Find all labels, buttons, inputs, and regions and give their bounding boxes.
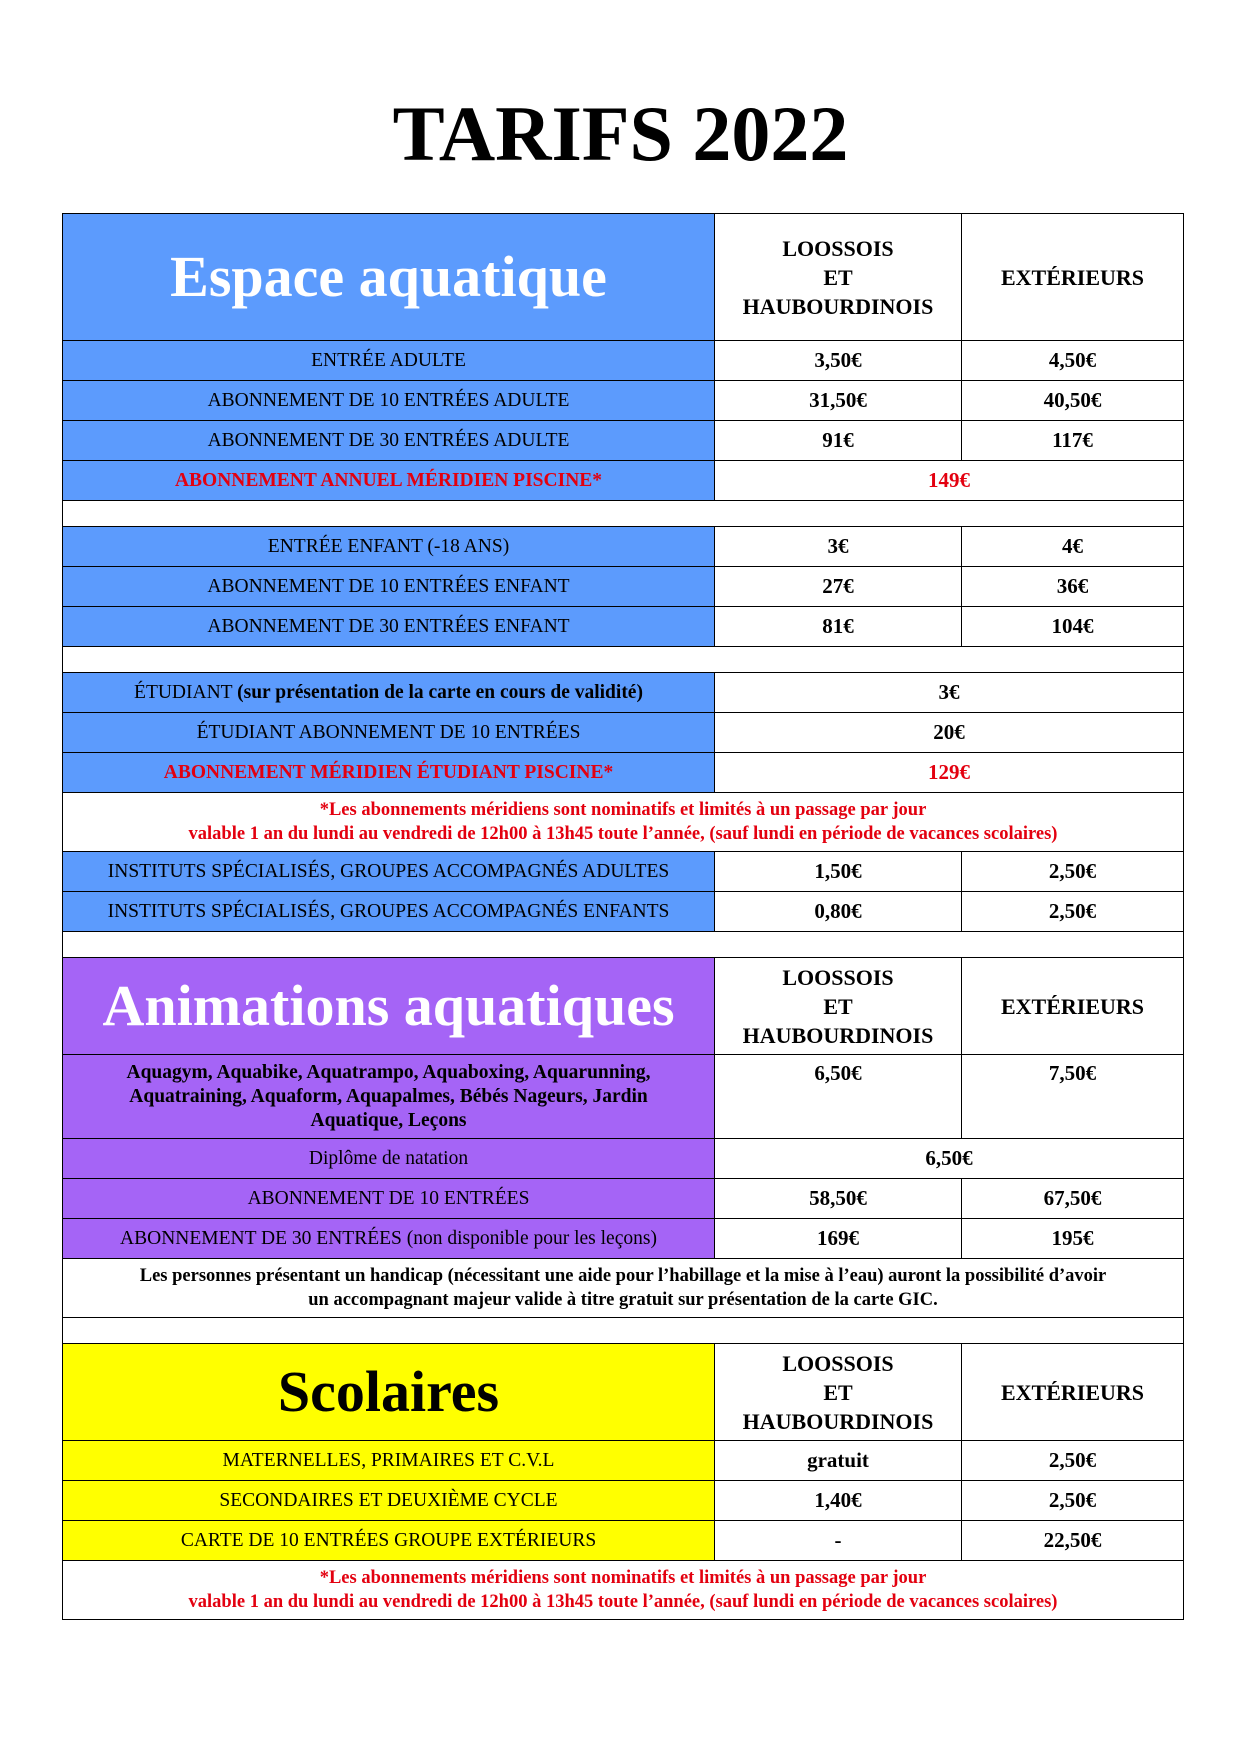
table-row: ABONNEMENT DE 30 ENTRÉES ADULTE 91€ 117€	[63, 421, 1184, 461]
scolaires-header-row	[63, 1344, 1184, 1441]
scolaires-note-row	[63, 1561, 1184, 1620]
student-label: ÉTUDIANT (sur présentation de la carte en cours de validité)	[63, 673, 715, 713]
animations-section-title-cell	[63, 958, 715, 1055]
table-row: INSTITUTS SPÉCIALISÉS, GROUPES ACCOMPAGNÉS ADULTES 1,50€ 2,50€	[63, 852, 1184, 892]
table-row: CARTE DE 10 ENTRÉES GROUPE EXTÉRIEURS - 22,50€	[63, 1521, 1184, 1561]
spacer-row	[63, 932, 1184, 958]
spacer-row	[63, 647, 1184, 673]
animations-section-title: Animations aquatiques	[102, 973, 675, 1038]
scolaires-section-title-cell	[63, 1344, 715, 1441]
table-row: ENTRÉE ADULTE 3,50€ 4,50€	[63, 341, 1184, 381]
tariff-table	[62, 213, 1184, 1620]
espace-header-row	[63, 214, 1184, 341]
handicap-note-row	[63, 1259, 1184, 1318]
spacer-row	[63, 1318, 1184, 1344]
page-title: TARIFS 2022	[392, 90, 849, 177]
residents-column-header: LOOSSOIS ET HAUBOURDINOIS	[715, 958, 962, 1055]
student-meridien-row: ABONNEMENT MÉRIDIEN ÉTUDIANT PISCINE* 129€	[63, 753, 1184, 793]
scolaires-meridien-note: *Les abonnements méridiens sont nominatifs et limités à un passage par jour valable 1 an du lundi au vendredi de 12h00 à 13h45 toute l’année, (sauf lundi en période de vacances scolaires)	[63, 1561, 1184, 1620]
table-row: ABONNEMENT DE 10 ENTRÉES ADULTE 31,50€ 40,50€	[63, 381, 1184, 421]
table-row: ABONNEMENT DE 10 ENTRÉES ENFANT 27€ 36€	[63, 567, 1184, 607]
activities-row: Aquagym, Aquabike, Aquatrampo, Aquaboxing, Aquarunning, Aquatraining, Aquaform, Aquapalmes, Bébés Nageurs, Jardin Aquatique, Leçons 6,50€ 7,50€	[63, 1055, 1184, 1139]
table-row: ENTRÉE ENFANT (-18 ANS) 3€ 4€	[63, 527, 1184, 567]
residents-column-header: LOOSSOIS ET HAUBOURDINOIS	[715, 214, 962, 341]
outside-column-header: EXTÉRIEURS	[962, 214, 1184, 341]
activities-list: Aquagym, Aquabike, Aquatrampo, Aquaboxing, Aquarunning, Aquatraining, Aquaform, Aquapalmes, Bébés Nageurs, Jardin Aquatique, Leçons	[63, 1055, 715, 1139]
outside-column-header: EXTÉRIEURS	[962, 1344, 1184, 1441]
handicap-note: Les personnes présentant un handicap (nécessitant une aide pour l’habillage et la mise à l’eau) auront la possibilité d’avoir un accompagnant majeur valide à titre gratuit sur présentation de la carte GIC.	[63, 1259, 1184, 1318]
spacer-row	[63, 501, 1184, 527]
student-subscription-row: ÉTUDIANT ABONNEMENT DE 10 ENTRÉES 20€	[63, 713, 1184, 753]
table-row: MATERNELLES, PRIMAIRES ET C.V.L gratuit 2,50€	[63, 1441, 1184, 1481]
meridien-note: *Les abonnements méridiens sont nominatifs et limités à un passage par jour valable 1 an du lundi au vendredi de 12h00 à 13h45 toute l’année, (sauf lundi en période de vacances scolaires)	[63, 793, 1184, 852]
scolaires-section-title: Scolaires	[277, 1359, 500, 1424]
table-row: INSTITUTS SPÉCIALISÉS, GROUPES ACCOMPAGNÉS ENFANTS 0,80€ 2,50€	[63, 892, 1184, 932]
student-row: ÉTUDIANT (sur présentation de la carte en cours de validité) 3€	[63, 673, 1184, 713]
meridien-note-row	[63, 793, 1184, 852]
animations-header-row	[63, 958, 1184, 1055]
espace-section-title: Espace aquatique	[170, 244, 607, 309]
meridien-adult-row: ABONNEMENT ANNUEL MÉRIDIEN PISCINE* 149€	[63, 461, 1184, 501]
table-row: ABONNEMENT DE 30 ENTRÉES (non disponible pour les leçons) 169€ 195€	[63, 1219, 1184, 1259]
table-row: ABONNEMENT DE 30 ENTRÉES ENFANT 81€ 104€	[63, 607, 1184, 647]
table-row: SECONDAIRES ET DEUXIÈME CYCLE 1,40€ 2,50€	[63, 1481, 1184, 1521]
espace-section-title-cell	[63, 214, 715, 341]
residents-column-header: LOOSSOIS ET HAUBOURDINOIS	[715, 1344, 962, 1441]
table-row: ABONNEMENT DE 10 ENTRÉES 58,50€ 67,50€	[63, 1179, 1184, 1219]
diplome-row: Diplôme de natation 6,50€	[63, 1139, 1184, 1179]
outside-column-header: EXTÉRIEURS	[962, 958, 1184, 1055]
